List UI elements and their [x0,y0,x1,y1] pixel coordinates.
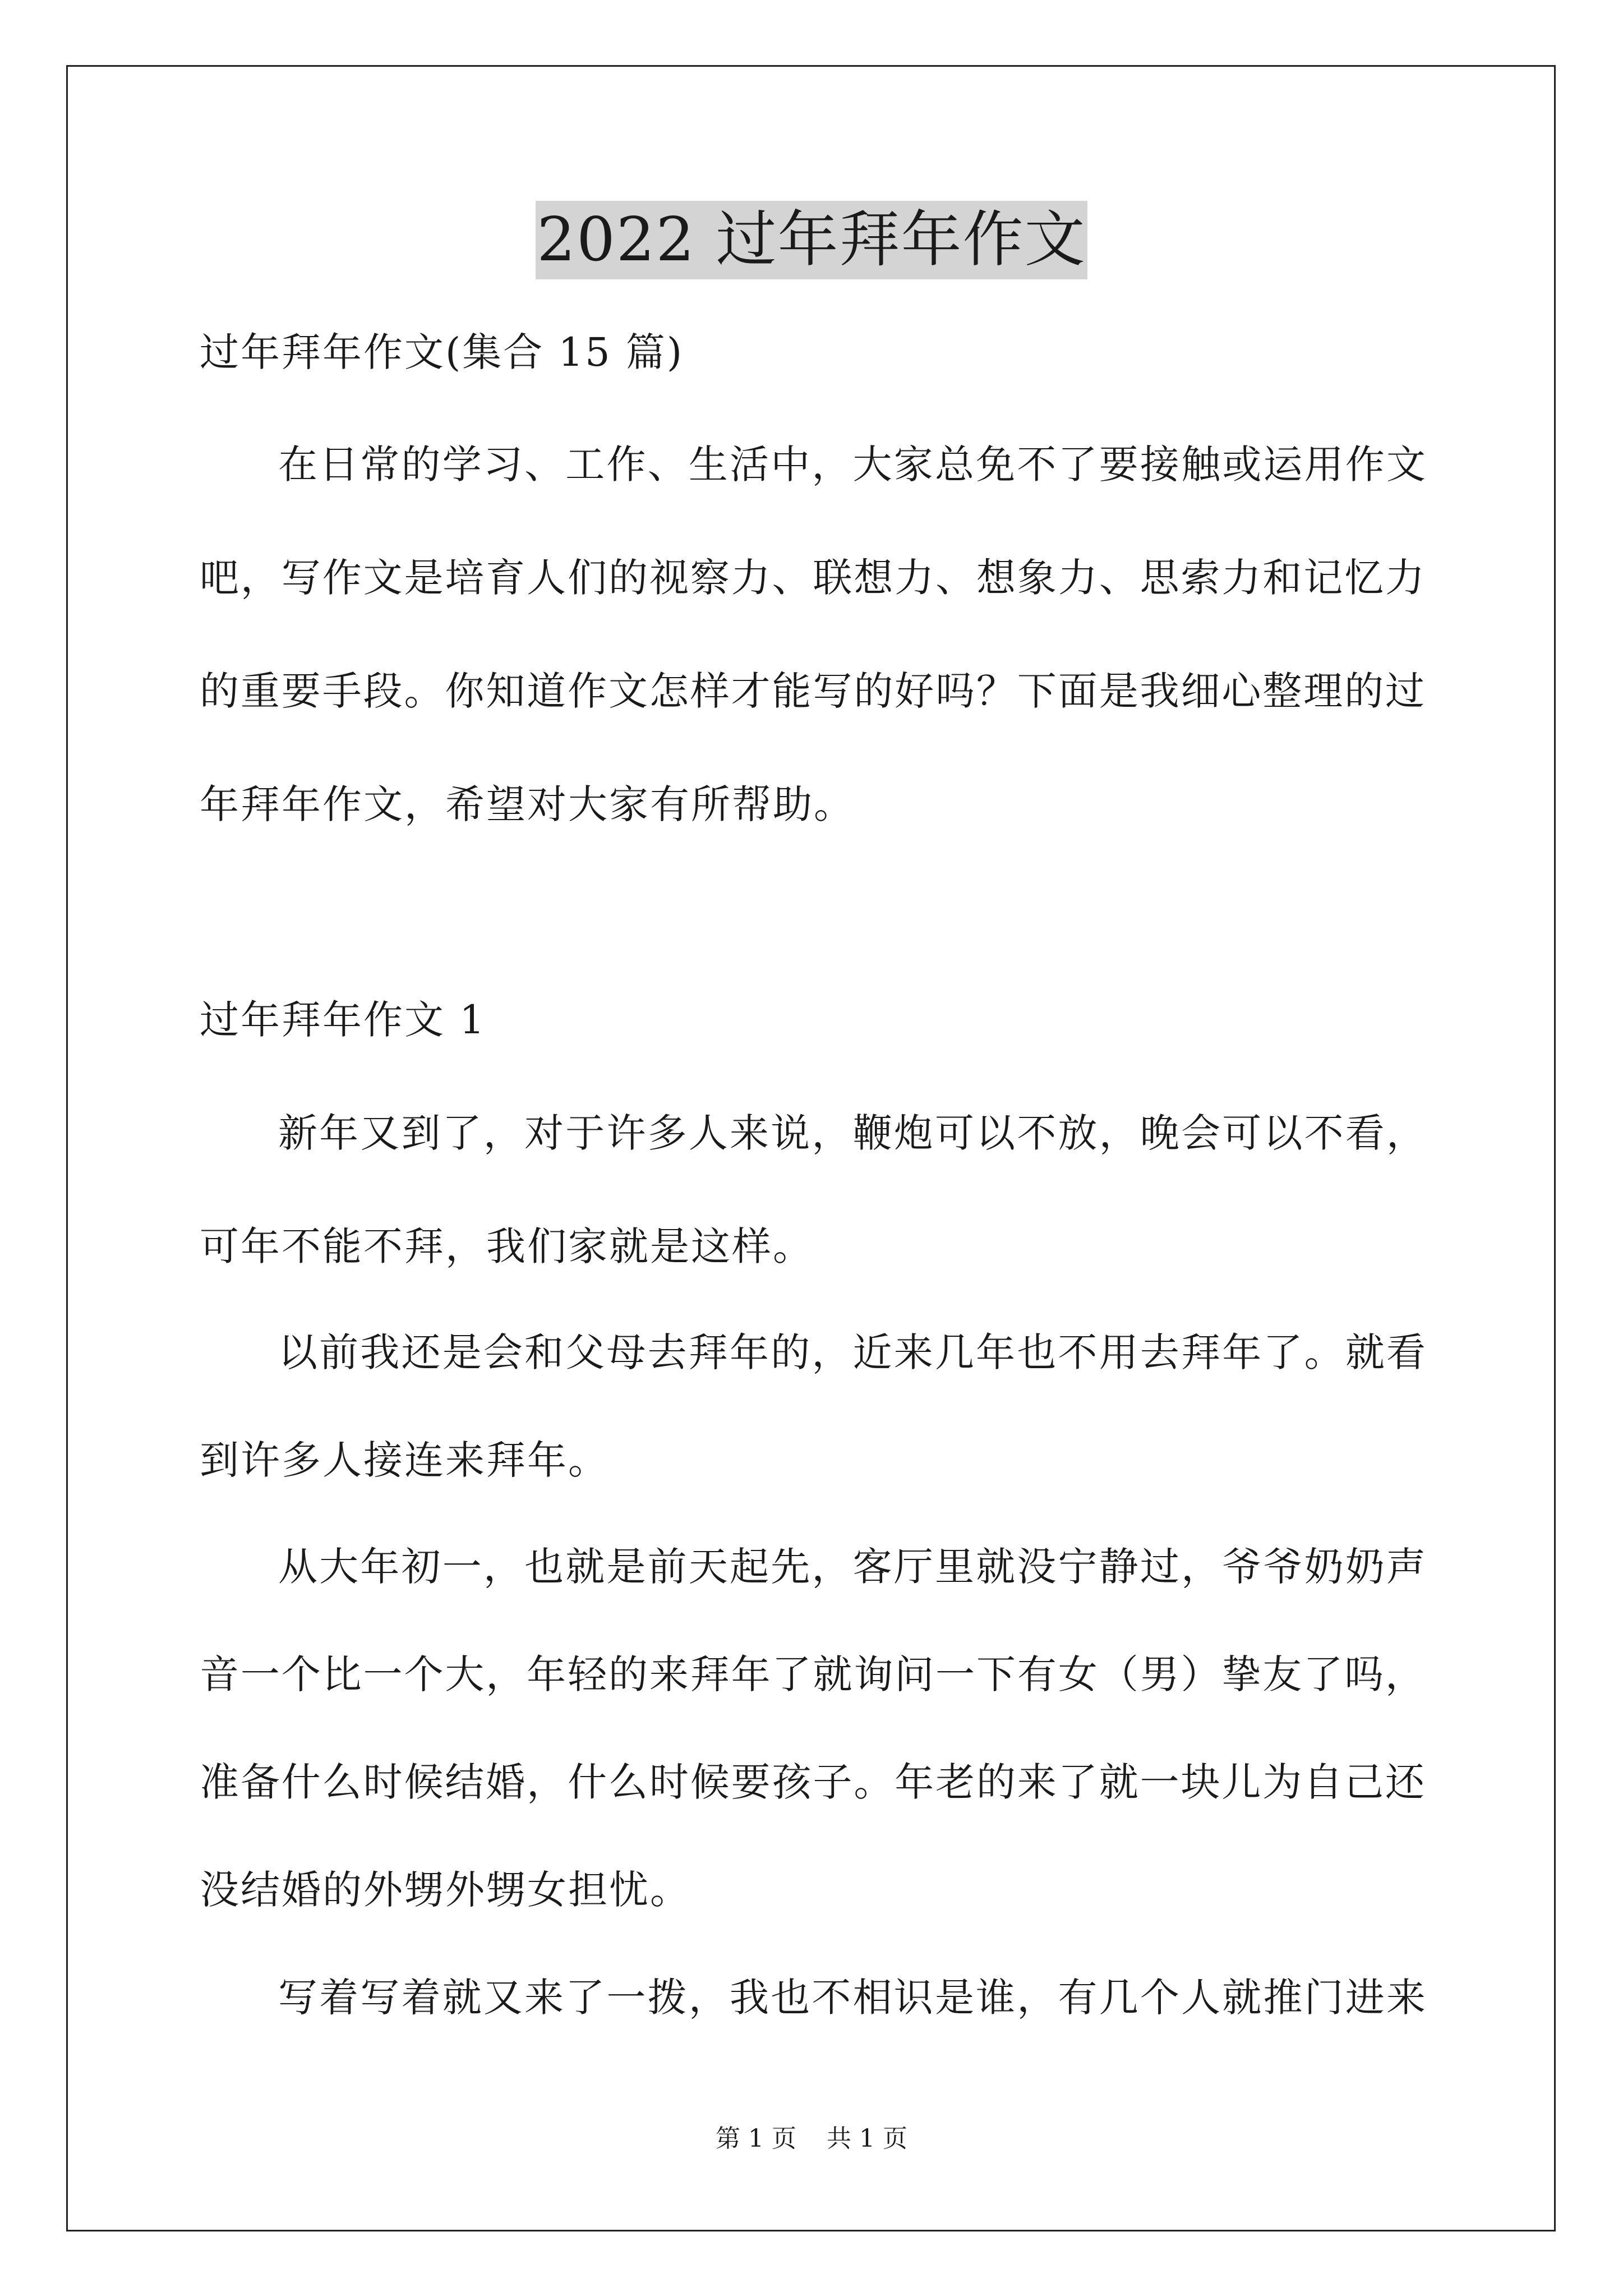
title-container [0,201,1623,279]
document-title: 2022 过年拜年作文 [536,201,1087,279]
paragraph-line: 吧，写作文是培育人们的视察力、联想力、想象力、思索力和记忆力 [200,555,1424,601]
paragraph-line: 新年又到了，对于许多人来说，鞭炮可以不放，晚会可以不看， [278,1110,1426,1156]
page-number-total: 共 1 页 [827,2124,907,2153]
section-heading: 过年拜年作文 1 [200,997,486,1043]
paragraph-line: 音一个比一个大，年轻的来拜年了就询问一下有女（男）挚友了吗， [200,1651,1424,1697]
subtitle: 过年拜年作文(集合 15 篇) [200,329,684,375]
paragraph-line: 写着写着就又来了一拨，我也不相识是谁，有几个人就推门进来 [278,1975,1426,2021]
paragraph-line: 没结婚的外甥外甥女担忧。 [200,1867,691,1913]
paragraph-line: 准备什么时候结婚，什么时候要孩子。年老的来了就一块儿为自己还 [200,1759,1424,1805]
page-number-current: 第 1 页 [716,2124,796,2153]
paragraph-line: 以前我还是会和父母去拜年的，近来几年也不用去拜年了。就看 [278,1329,1426,1375]
paragraph-line: 的重要手段。你知道作文怎样才能写的好吗？下面是我细心整理的过 [200,668,1424,714]
paragraph-line: 可年不能不拜，我们家就是这样。 [200,1223,814,1269]
paragraph-line: 到许多人接连来拜年。 [200,1437,609,1483]
paragraph-line: 在日常的学习、工作、生活中，大家总免不了要接触或运用作文 [278,441,1426,487]
page-footer [0,2122,1623,2156]
paragraph-line: 年拜年作文，希望对大家有所帮助。 [200,781,855,827]
paragraph-line: 从大年初一，也就是前天起先，客厅里就没宁静过，爷爷奶奶声 [278,1544,1426,1590]
